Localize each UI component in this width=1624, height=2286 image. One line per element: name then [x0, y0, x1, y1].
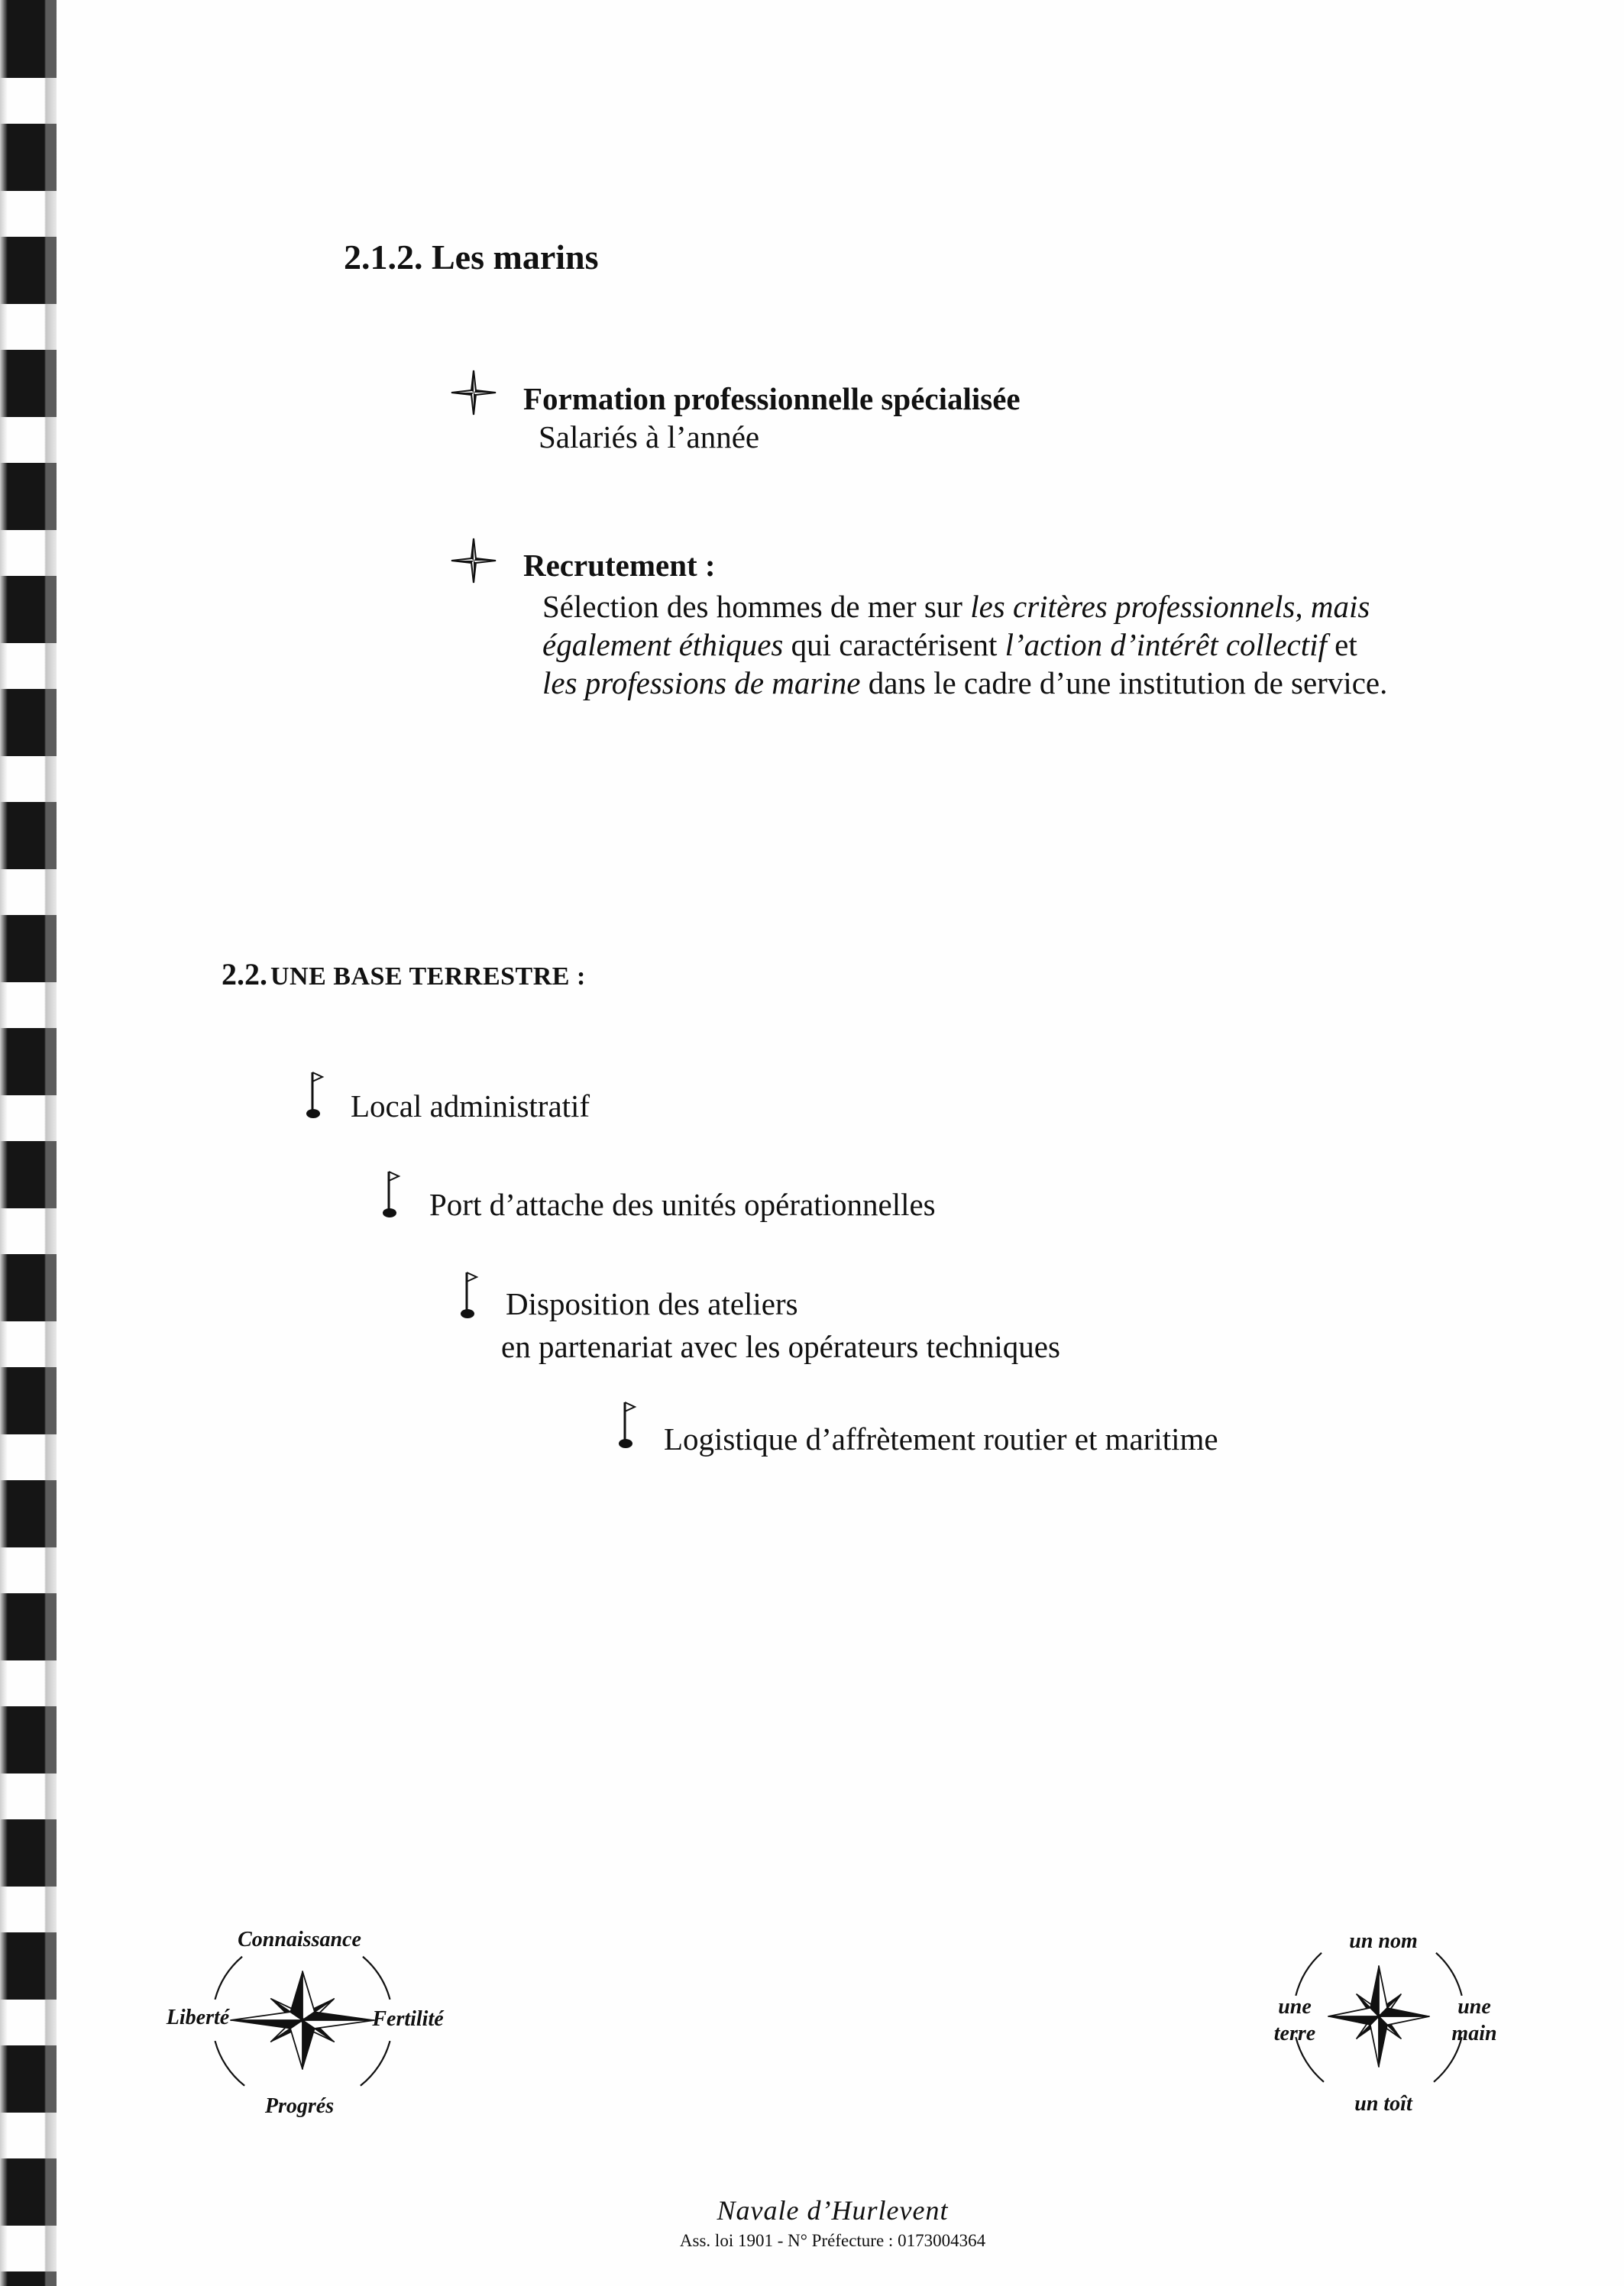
- list-item-disposition-ateliers-line-2: en partenariat avec les opérateurs techniques: [501, 1329, 1060, 1364]
- footer-registration: Ass. loi 1901 - N° Préfecture : 0173004364: [679, 2231, 986, 2250]
- binding-edge-shadow: [0, 0, 8, 2286]
- list-item-logistique: Logistique d’affrètement routier et maritime: [664, 1421, 1218, 1457]
- golf-flag-icon: [382, 1169, 405, 1219]
- list-item-disposition-ateliers: Disposition des ateliers: [506, 1286, 798, 1321]
- footer-association-name: Navale d’Hurlevent: [717, 2195, 949, 2226]
- section-number: 2.2.: [222, 957, 267, 991]
- compass-arc: [215, 1957, 243, 2000]
- recrutement-heading: Recrutement :: [523, 548, 716, 583]
- compass-arc: [1296, 1953, 1322, 1996]
- compass-arc: [363, 1957, 390, 2000]
- text-segment: qui caractérisent: [783, 627, 1005, 662]
- logo-label-right: Fertilité: [372, 2007, 444, 2031]
- compass-star-arm: [302, 2020, 315, 2069]
- binding-comb: [0, 0, 57, 2286]
- logo-label-right-line-2: main: [1451, 2022, 1497, 2045]
- formation-heading: Formation professionnelle spécialisée: [523, 381, 1021, 416]
- compass-star-arm: [1328, 2008, 1379, 2016]
- compass-star-arm: [1328, 2016, 1379, 2025]
- compass-center: [300, 2018, 305, 2022]
- golf-flag-icon: [460, 1269, 483, 1320]
- list-item-port-attache: Port d’attache des unités opérationnelles: [429, 1187, 936, 1222]
- italic-segment: l’action d’intérêt collectif: [1004, 627, 1327, 662]
- recrutement-line-2: [542, 629, 1357, 661]
- four-point-star-icon: [450, 537, 497, 584]
- compass-star-arm: [1379, 2016, 1387, 2067]
- compass-star-arm: [302, 2012, 374, 2020]
- text-segment: dans le cadre d’une institution de service.: [860, 665, 1388, 700]
- text-segment: et: [1326, 627, 1357, 662]
- logo-label-top: un nom: [1349, 1929, 1418, 1953]
- logo-label-left: Liberté: [166, 2006, 230, 2029]
- compass-arc: [1436, 1953, 1462, 1996]
- logo-label-left-line-1: une: [1278, 1995, 1312, 2019]
- italic-segment: les professions de marine: [542, 665, 861, 700]
- italic-segment: également éthiques: [542, 627, 784, 662]
- logo-label-right-line-1: une: [1457, 1995, 1491, 2019]
- golf-flag-icon: [618, 1399, 641, 1450]
- section-title: UNE BASE TERRESTRE :: [270, 962, 586, 991]
- recrutement-line-1: [542, 591, 1370, 622]
- compass-arc: [361, 2041, 390, 2086]
- compass-star-arm: [1379, 2008, 1429, 2016]
- logo-label-bottom: Progrés: [264, 2094, 335, 2118]
- section-heading-2-1-2: 2.1.2. Les marins: [344, 238, 599, 276]
- four-point-star-icon: [450, 369, 497, 416]
- list-item-local-administratif: Local administratif: [351, 1088, 590, 1124]
- golf-flag-icon: [306, 1069, 328, 1120]
- compass-center: [1377, 2014, 1381, 2019]
- compass-star-arm: [231, 2012, 302, 2020]
- text-segment: Sélection des hommes de mer sur: [542, 589, 971, 624]
- section-heading-2-2: [222, 959, 586, 990]
- formation-detail: Salariés à l’année: [539, 419, 760, 454]
- logo-label-left-line-2: terre: [1273, 2022, 1316, 2045]
- logo-label-top: Connaissance: [238, 1928, 361, 1951]
- recrutement-line-3: [542, 665, 1388, 700]
- logo-label-bottom: un toît: [1354, 2092, 1412, 2116]
- compass-star-arm: [231, 2020, 302, 2029]
- compass-arc: [215, 2041, 245, 2086]
- italic-segment: les critères professionnels, mais: [970, 589, 1370, 624]
